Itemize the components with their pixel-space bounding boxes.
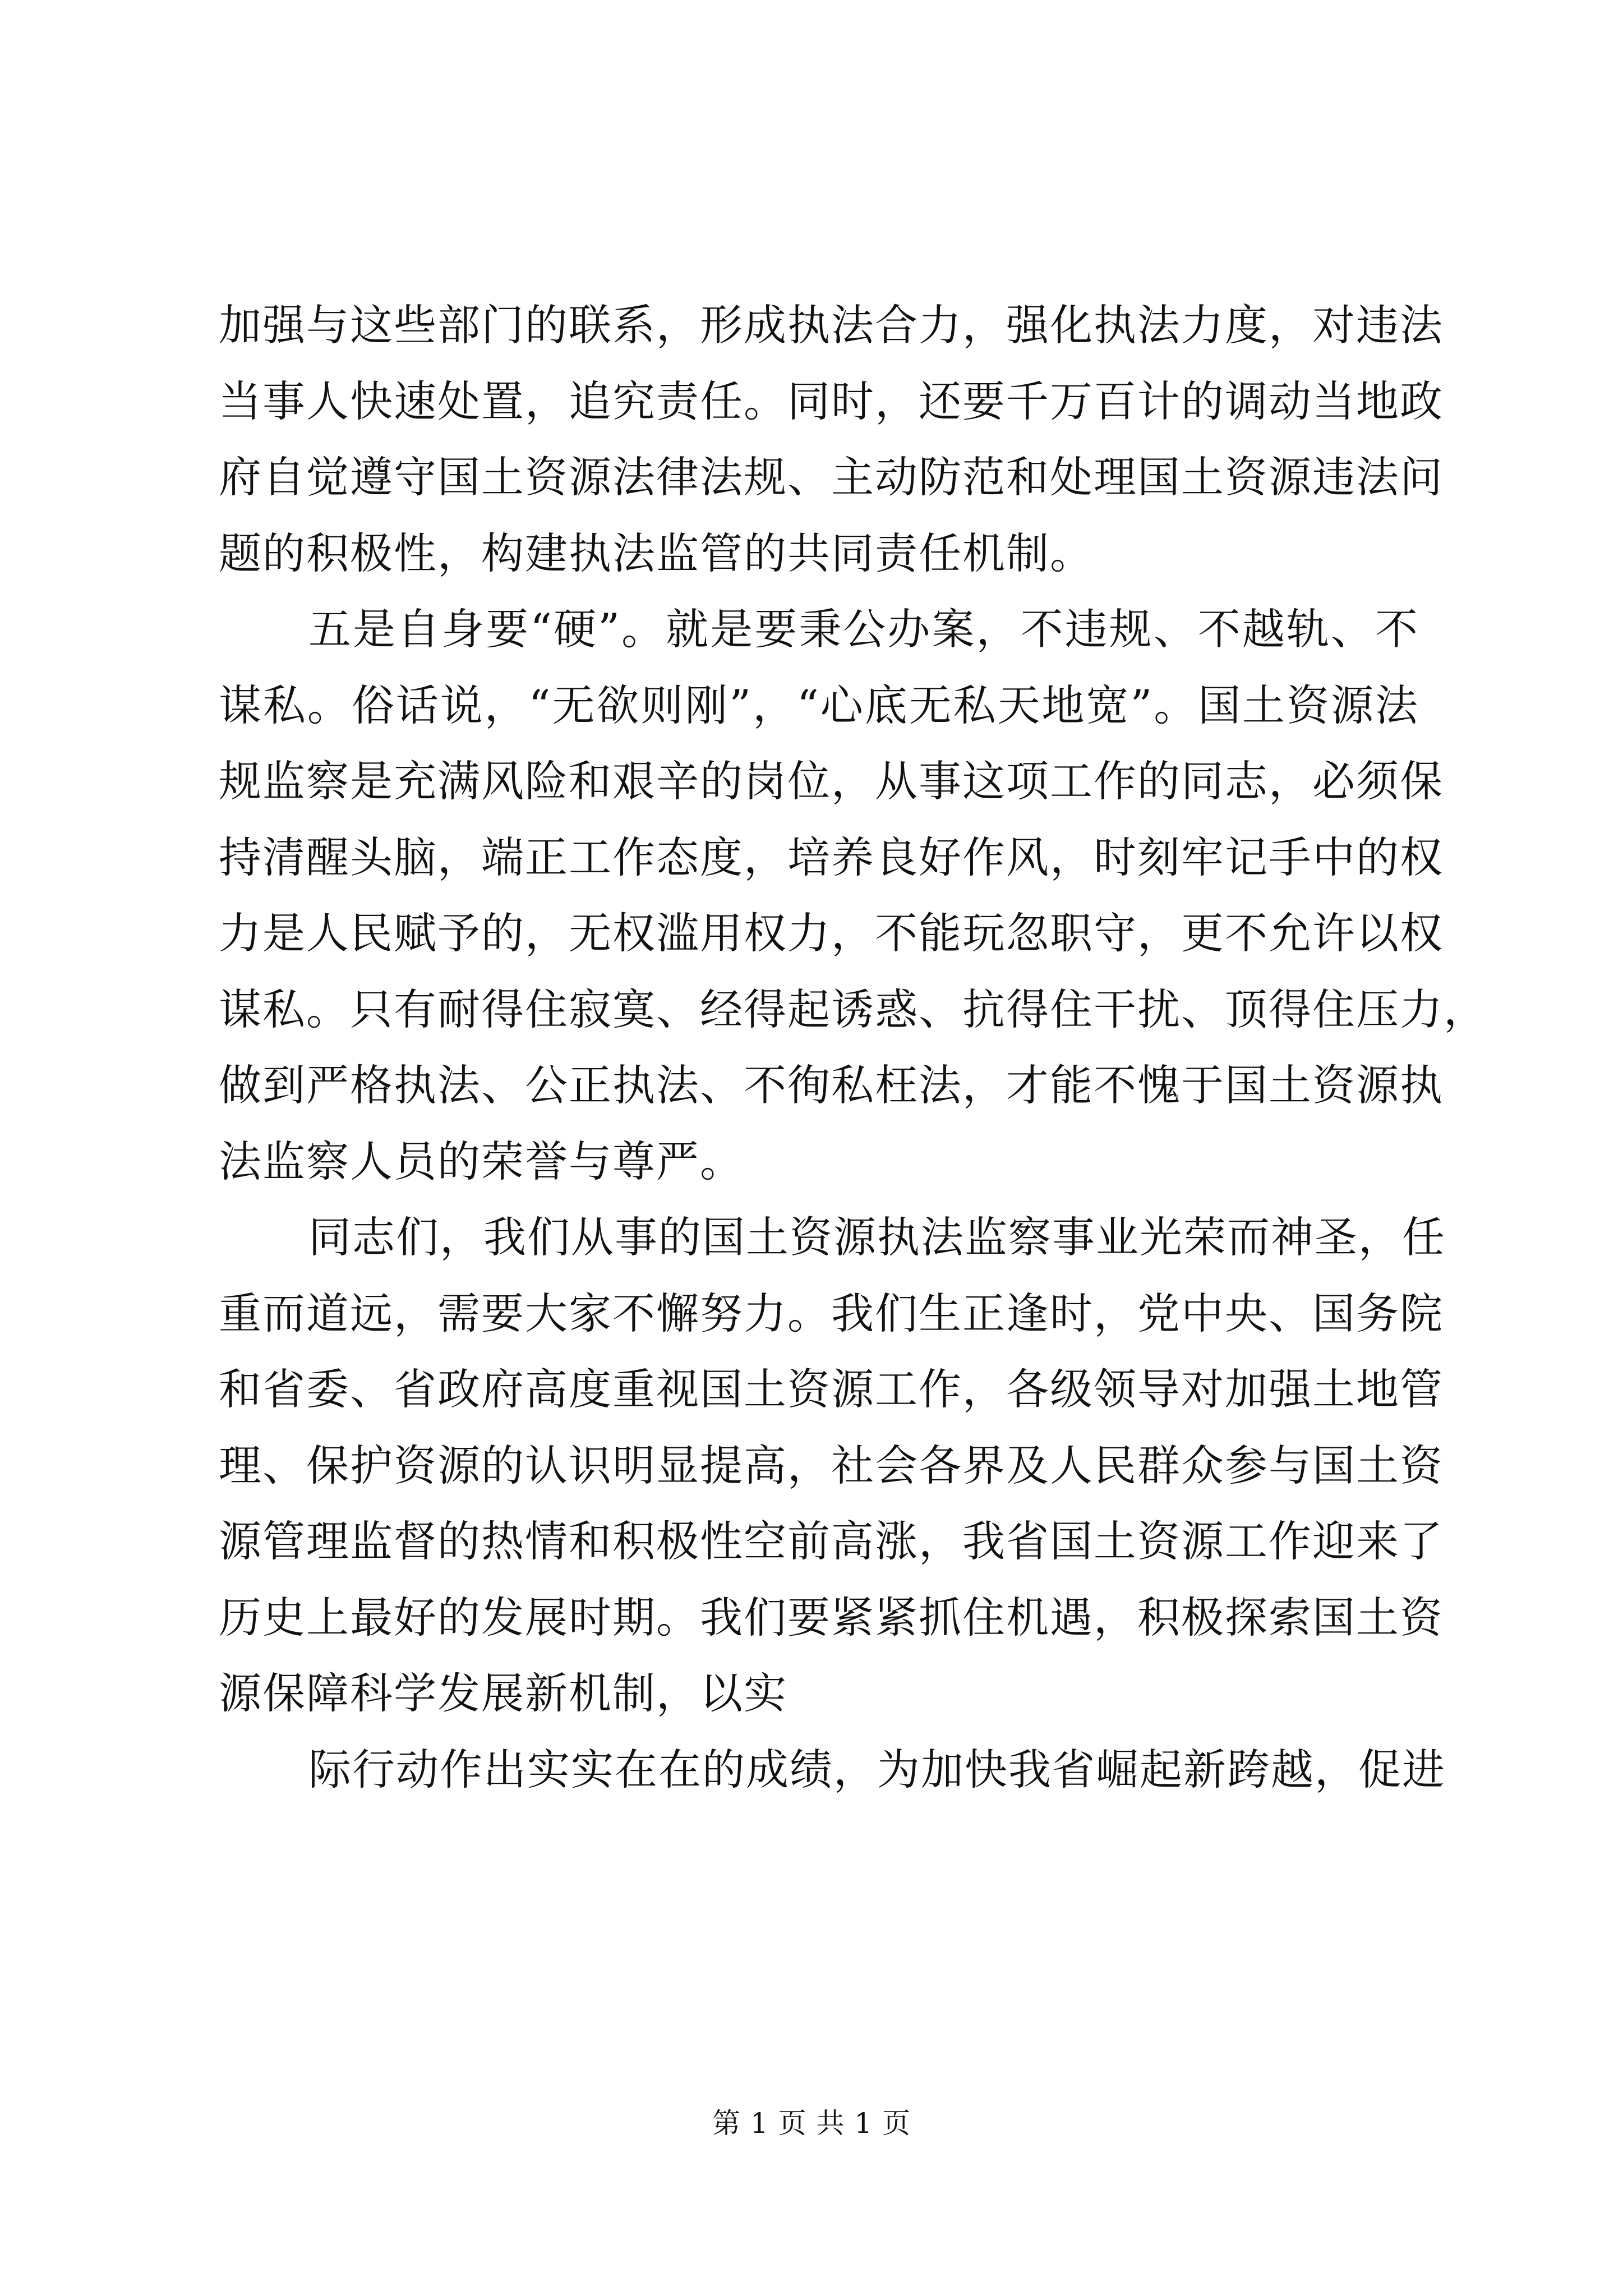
text-line: 和省委、省政府高度重视国土资源工作，各级领导对加强土地管	[219, 1364, 1444, 1414]
text-line: 重而道远，需要大家不懈努力。我们生正逢时，党中央、国务院	[219, 1288, 1444, 1338]
paragraph-first-line: 五是自身要“硬”。就是要秉公办案，不违规、不越轨、不	[308, 604, 1419, 654]
text-line: 法监察人员的荣誉与尊严。	[219, 1136, 744, 1186]
text-line: 做到严格执法、公正执法、不徇私枉法，才能不愧于国土资源执	[219, 1060, 1444, 1110]
text-line: 谋私。只有耐得住寂寞、经得起诱惑、抗得住干扰、顶得住压力，	[219, 984, 1487, 1034]
text-line: 加强与这些部门的联系，形成执法合力，强化执法力度，对违法	[219, 300, 1444, 350]
text-line: 源管理监督的热情和积极性空前高涨，我省国土资源工作迎来了	[219, 1516, 1444, 1566]
paragraph-first-line: 际行动作出实实在在的成绩，为加快我省崛起新跨越，促进	[308, 1744, 1446, 1795]
text-line: 源保障科学发展新机制，以实	[219, 1668, 787, 1718]
text-line: 谋私。俗话说，“无欲则刚”，“心底无私天地宽”。国土资源法	[219, 680, 1419, 730]
paragraph-first-line: 同志们，我们从事的国土资源执法监察事业光荣而神圣，任	[308, 1212, 1446, 1262]
document-body	[219, 287, 1487, 1807]
text-line: 当事人快速处置，追究责任。同时，还要千万百计的调动当地政	[219, 376, 1444, 426]
text-line: 力是人民赋予的，无权滥用权力，不能玩忽职守，更不允许以权	[219, 908, 1444, 958]
text-line: 题的积极性，构建执法监管的共同责任机制。	[219, 528, 1094, 578]
text-line: 府自觉遵守国土资源法律法规、主动防范和处理国土资源违法问	[219, 452, 1444, 502]
text-line: 理、保护资源的认识明显提高，社会各界及人民群众参与国土资	[219, 1440, 1444, 1490]
text-line: 持清醒头脑，端正工作态度，培养良好作风，时刻牢记手中的权	[219, 832, 1444, 882]
page-footer: 第 1 页 共 1 页	[712, 2107, 911, 2139]
text-line: 历史上最好的发展时期。我们要紧紧抓住机遇，积极探索国土资	[219, 1592, 1444, 1642]
text-line: 规监察是充满风险和艰辛的岗位，从事这项工作的同志，必须保	[219, 756, 1444, 806]
